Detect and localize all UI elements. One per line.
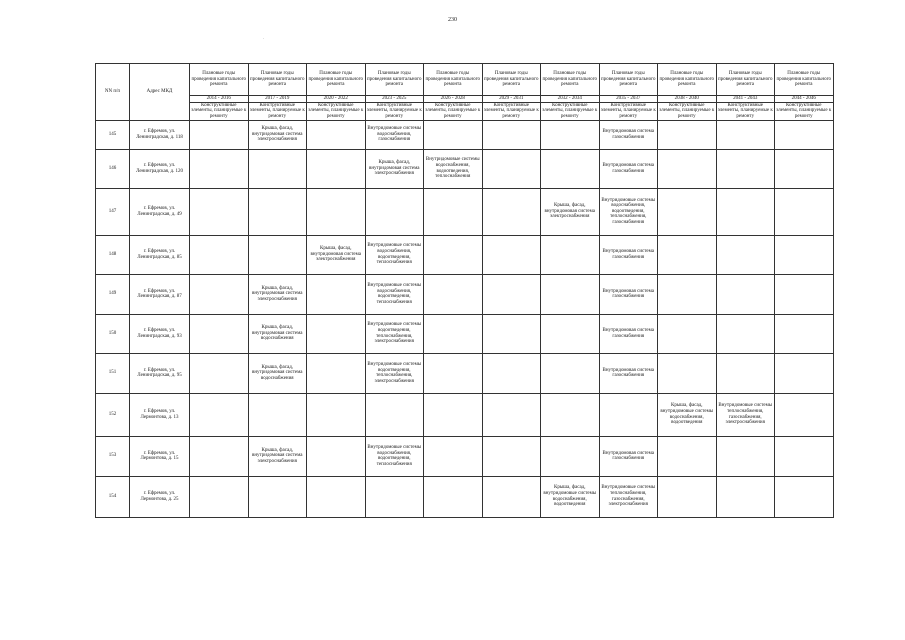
row-address: г. Ефремов, ул. Ленинградская, д. 49: [130, 188, 190, 235]
period-title: Плановые годы проведения капитального ремонта: [190, 64, 249, 96]
repair-elements-cell: Внутридомовая система газоснабжения: [599, 353, 658, 393]
repair-elements-cell: [658, 149, 717, 188]
repair-elements-cell: [716, 274, 775, 314]
repair-elements-cell: [307, 188, 366, 235]
period-years: 2035 - 2037: [599, 96, 658, 103]
repair-elements-cell: Внутридомовые системы теплоснабжения, газоснабжения, электроснабжения: [599, 476, 658, 517]
period-elements-header: Конструктивные элементы, планируемые к ремонту: [308, 102, 364, 119]
row-address: г. Ефремов, ул. Лермонтова, д. 15: [130, 436, 190, 476]
repair-elements-cell: [424, 436, 483, 476]
repair-elements-cell: [716, 149, 775, 188]
repair-elements-cell: Внутридомовые системы водоснабжения, водоотведения, теплоснабжения: [365, 436, 424, 476]
period-years: 2029 - 2031: [482, 96, 541, 103]
repair-elements-cell: [482, 120, 541, 149]
repair-elements-cell: [482, 188, 541, 235]
repair-elements-cell: Внутридомовая система газоснабжения: [599, 314, 658, 353]
repair-elements-cell: [658, 274, 717, 314]
repair-elements-cell: [248, 149, 307, 188]
repair-elements-cell: [482, 476, 541, 517]
period-elements-header: Конструктивные элементы, планируемые к ремонту: [425, 102, 481, 119]
table-row: [96, 393, 834, 436]
row-number: 154: [96, 476, 130, 517]
header-address: Адрес МКД: [130, 64, 190, 121]
period-years: 2026 - 2028: [424, 96, 483, 103]
table-row: [96, 149, 834, 188]
repair-elements-cell: Внутридомовые системы водоснабжения, водоотведения, теплоснабжения: [365, 274, 424, 314]
row-number: 147: [96, 188, 130, 235]
repair-elements-cell: Внутридомовые системы водоотведения, теплоснабжения, электроснабжения: [365, 353, 424, 393]
repair-elements-cell: Внутридомовые системы теплоснабжения, газоснабжения, электроснабжения: [716, 393, 775, 436]
repair-elements-cell: [775, 188, 834, 235]
repair-elements-cell: [541, 314, 600, 353]
period-years: 2023 - 2025: [365, 96, 424, 103]
table-row: [96, 353, 834, 393]
repair-elements-cell: [482, 149, 541, 188]
repair-elements-cell: [365, 188, 424, 235]
repair-elements-cell: [190, 120, 249, 149]
repair-elements-cell: [775, 235, 834, 274]
repair-elements-cell: Внутридомовые системы водоснабжения, водоотведения, теплоснабжения, газоснабжения: [599, 188, 658, 235]
repair-elements-cell: [541, 274, 600, 314]
row-address: г. Ефремов, ул. Ленинградская, д. 87: [130, 274, 190, 314]
table-row: [96, 120, 834, 149]
table-row: [96, 476, 834, 517]
repair-elements-cell: [307, 353, 366, 393]
repair-elements-cell: [190, 235, 249, 274]
table-row: [96, 314, 834, 353]
repair-elements-cell: [190, 274, 249, 314]
period-elements-header: Конструктивные элементы, планируемые к ремонту: [600, 102, 656, 119]
repair-elements-cell: [658, 235, 717, 274]
period-years: 2014 - 2016: [190, 96, 249, 103]
row-address: г. Ефремов, ул. Ленинградская, д. 120: [130, 149, 190, 188]
repair-elements-cell: [248, 393, 307, 436]
row-number: 152: [96, 393, 130, 436]
repair-elements-cell: [716, 436, 775, 476]
repair-elements-cell: [190, 353, 249, 393]
repair-elements-cell: Крыша, фасад, внутридомовая система водоснабжения: [248, 314, 307, 353]
period-years: 2020 - 2022: [307, 96, 366, 103]
repair-elements-cell: [307, 120, 366, 149]
period-elements-header: Конструктивные элементы, планируемые к ремонту: [659, 102, 715, 119]
repair-elements-cell: Внутридомовые системы водоснабжения, водоотведения, теплоснабжения: [424, 149, 483, 188]
repair-elements-cell: [658, 188, 717, 235]
repair-elements-cell: Внутридомовые системы водоотведения, теплоснабжения, электроснабжения: [365, 314, 424, 353]
repair-elements-cell: [716, 235, 775, 274]
row-address: г. Ефремов, ул. Ленинградская, д. 93: [130, 314, 190, 353]
row-number: 146: [96, 149, 130, 188]
repair-elements-cell: [307, 436, 366, 476]
repair-elements-cell: Крыша, фасад, внутридомовая система электроснабжения: [541, 188, 600, 235]
header-num: NN п/п: [96, 64, 130, 121]
repair-elements-cell: [307, 149, 366, 188]
repair-elements-cell: Внутридомовые системы водоснабжения, водоотведения, теплоснабжения: [365, 235, 424, 274]
table-row: [96, 274, 834, 314]
repair-elements-cell: [775, 393, 834, 436]
repair-elements-cell: Крыша, фасад, внутридомовые системы водоснабжения, водоотведения: [541, 476, 600, 517]
repair-elements-cell: [307, 476, 366, 517]
table-body: [96, 120, 834, 517]
row-address: г. Ефремов, ул. Лермонтова, д. 25: [130, 476, 190, 517]
repair-elements-cell: Внутридомовая система газоснабжения: [599, 235, 658, 274]
repair-elements-cell: Внутридомовая система газоснабжения: [599, 274, 658, 314]
repair-elements-cell: [424, 476, 483, 517]
repair-elements-cell: [365, 393, 424, 436]
period-title: Плановые годы проведения капитального ремонта: [599, 64, 658, 96]
repair-elements-cell: [482, 393, 541, 436]
repair-elements-cell: Крыша, фасад, внутридомовая система водоснабжения: [248, 353, 307, 393]
repair-elements-cell: Внутридомовая система газоснабжения: [599, 436, 658, 476]
repair-elements-cell: Внутридомовая система газоснабжения: [599, 120, 658, 149]
header-period-row: [96, 64, 834, 96]
repair-elements-cell: [775, 476, 834, 517]
period-years: 2017 - 2019: [248, 96, 307, 103]
repair-elements-cell: [716, 120, 775, 149]
table-row: [96, 436, 834, 476]
repair-elements-cell: [248, 476, 307, 517]
repair-elements-cell: [775, 274, 834, 314]
repair-elements-cell: [190, 393, 249, 436]
repair-elements-cell: [775, 353, 834, 393]
period-years: 2044 - 2046: [775, 96, 834, 103]
repair-elements-cell: [541, 235, 600, 274]
repair-elements-cell: [190, 149, 249, 188]
repair-elements-cell: [424, 393, 483, 436]
row-address: г. Ефремов, ул. Лермонтова, д. 13: [130, 393, 190, 436]
row-number: 151: [96, 353, 130, 393]
repair-elements-cell: [716, 353, 775, 393]
repair-elements-cell: [365, 476, 424, 517]
repair-elements-cell: [716, 188, 775, 235]
period-elements-header: Конструктивные элементы, планируемые к ремонту: [483, 102, 539, 119]
repair-elements-cell: [716, 314, 775, 353]
repair-elements-cell: [424, 274, 483, 314]
repair-elements-cell: [424, 120, 483, 149]
repair-elements-cell: [190, 476, 249, 517]
period-elements-header: Конструктивные элементы, планируемые к ремонту: [191, 102, 247, 119]
period-years: 2038 - 2040: [658, 96, 717, 103]
row-number: 150: [96, 314, 130, 353]
repair-elements-cell: [541, 353, 600, 393]
repair-elements-cell: [424, 235, 483, 274]
repair-elements-cell: Крыша, фасад, внутридомовая система электроснабжения: [365, 149, 424, 188]
repair-elements-cell: [482, 274, 541, 314]
repair-elements-cell: [658, 314, 717, 353]
repair-elements-cell: Внутридомовая система газоснабжения: [599, 149, 658, 188]
repair-elements-cell: [248, 188, 307, 235]
period-title: Плановые годы проведения капитального ремонта: [248, 64, 307, 96]
repair-elements-cell: [775, 120, 834, 149]
row-address: г. Ефремов, ул. Ленинградская, д. 85: [130, 235, 190, 274]
repair-elements-cell: [775, 436, 834, 476]
repair-elements-cell: Внутридомовые системы водоснабжения, газоснабжения: [365, 120, 424, 149]
repair-elements-cell: [307, 274, 366, 314]
repair-elements-cell: Крыша, фасад, внутридомовая система электроснабжения: [307, 235, 366, 274]
repair-elements-cell: [248, 235, 307, 274]
repair-elements-cell: [307, 393, 366, 436]
period-title: Плановые годы проведения капитального ремонта: [541, 64, 600, 96]
repair-elements-cell: [424, 314, 483, 353]
period-title: Плановые годы проведения капитального ремонта: [365, 64, 424, 96]
period-elements-header: Конструктивные элементы, планируемые к ремонту: [717, 102, 773, 119]
period-elements-header: Конструктивные элементы, планируемые к ремонту: [542, 102, 598, 119]
row-address: г. Ефремов, ул. Ленинградская, д. 95: [130, 353, 190, 393]
repair-elements-cell: Крыша, фасад, внутридомовые системы водоснабжения, водоотведения: [658, 393, 717, 436]
repair-elements-cell: [307, 314, 366, 353]
page-number: 230: [448, 17, 457, 23]
repair-elements-cell: [658, 476, 717, 517]
repair-elements-cell: [658, 436, 717, 476]
repair-elements-cell: [190, 436, 249, 476]
period-elements-header: Конструктивные элементы, планируемые к ремонту: [366, 102, 422, 119]
repair-elements-cell: [482, 353, 541, 393]
row-number: 145: [96, 120, 130, 149]
repair-elements-cell: [424, 353, 483, 393]
repair-elements-cell: [658, 120, 717, 149]
repair-elements-cell: [424, 188, 483, 235]
repair-elements-cell: Крыша, фасад, внутридомовая система электроснабжения: [248, 120, 307, 149]
scan-speck: ': [263, 37, 264, 42]
period-title: Плановые годы проведения капитального ремонта: [424, 64, 483, 96]
repair-elements-cell: Крыша, фасад, внутридомовая система электроснабжения: [248, 436, 307, 476]
period-years: 2032 - 2034: [541, 96, 600, 103]
capital-repair-table: [95, 63, 834, 518]
repair-elements-cell: [482, 436, 541, 476]
period-title: Плановые годы проведения капитального ремонта: [716, 64, 775, 96]
period-title: Плановые годы проведения капитального ремонта: [775, 64, 834, 96]
row-number: 148: [96, 235, 130, 274]
repair-elements-cell: [541, 393, 600, 436]
period-title: Плановые годы проведения капитального ремонта: [658, 64, 717, 96]
table-row: [96, 188, 834, 235]
repair-elements-cell: [482, 235, 541, 274]
repair-elements-cell: Крыша, фасад, внутридомовая система электроснабжения: [248, 274, 307, 314]
period-title: Плановые годы проведения капитального ремонта: [482, 64, 541, 96]
repair-elements-cell: [775, 149, 834, 188]
period-title: Плановые годы проведения капитального ремонта: [307, 64, 366, 96]
repair-elements-cell: [775, 314, 834, 353]
row-address: г. Ефремов, ул. Ленинградская, д. 118: [130, 120, 190, 149]
repair-elements-cell: [190, 188, 249, 235]
repair-elements-cell: [541, 436, 600, 476]
repair-elements-cell: [541, 120, 600, 149]
period-years: 2041 - 2043: [716, 96, 775, 103]
repair-elements-cell: [482, 314, 541, 353]
repair-elements-cell: [658, 353, 717, 393]
row-number: 153: [96, 436, 130, 476]
row-number: 149: [96, 274, 130, 314]
repair-elements-cell: [716, 476, 775, 517]
period-elements-header: Конструктивные элементы, планируемые к ремонту: [249, 102, 305, 119]
table-row: [96, 235, 834, 274]
period-elements-header: Конструктивные элементы, планируемые к ремонту: [776, 102, 832, 119]
repair-elements-cell: [599, 393, 658, 436]
header-years-row: [96, 96, 834, 103]
repair-elements-cell: [190, 314, 249, 353]
header-elements-row: [96, 102, 834, 120]
repair-elements-cell: [541, 149, 600, 188]
